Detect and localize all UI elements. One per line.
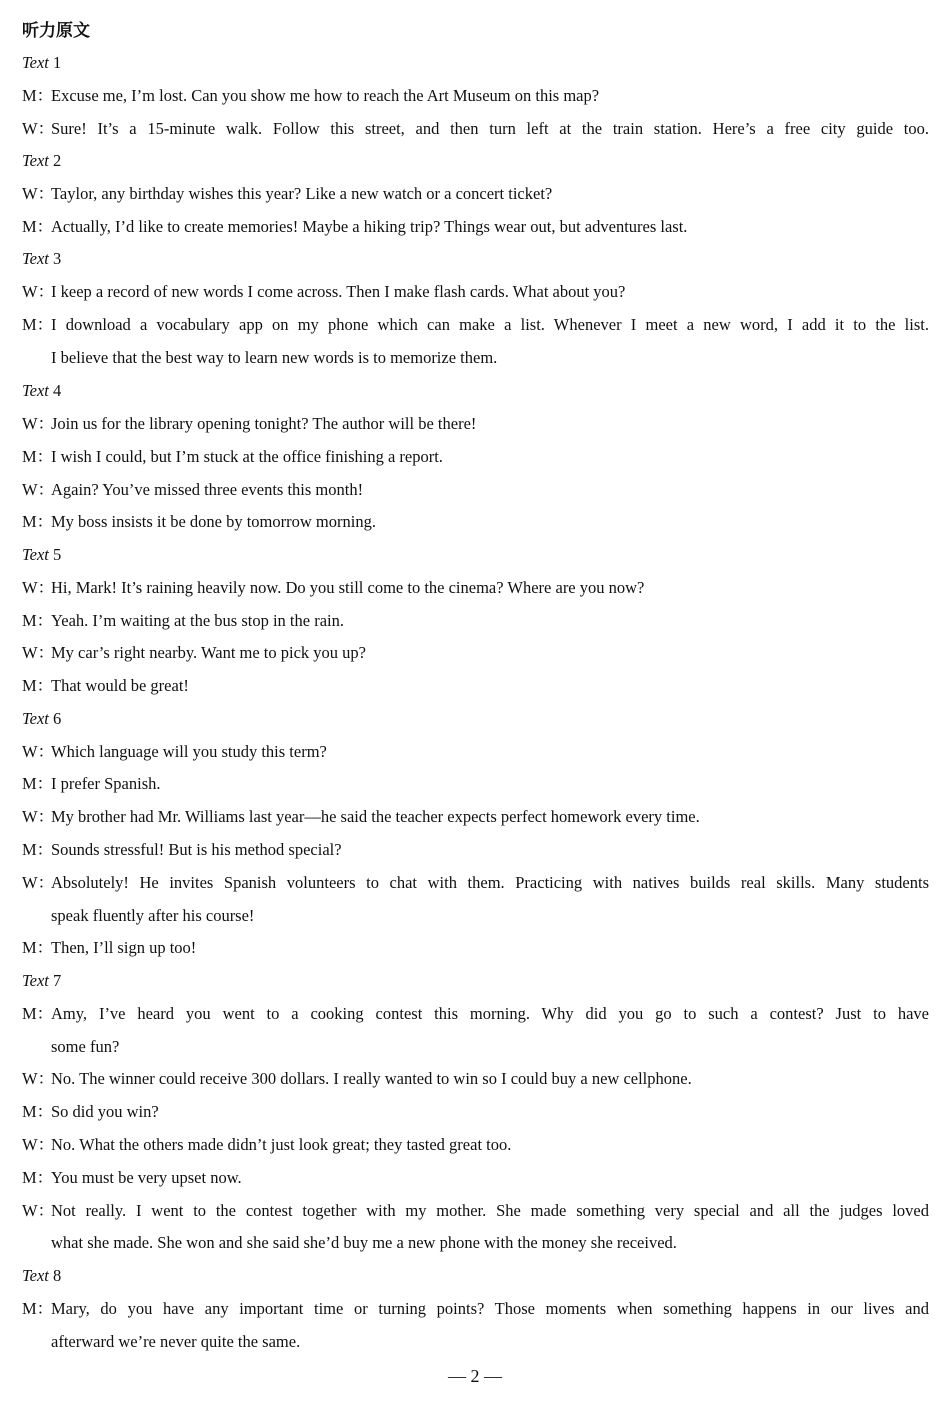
speaker-label: W： <box>22 1201 55 1220</box>
dialogue-text: Actually, I’d like to create memories! Maybe a hiking trip? Things wear out, but adventures last. <box>51 217 688 236</box>
speaker-label: W： <box>22 742 55 761</box>
speaker-label: W： <box>22 119 55 138</box>
dialogue-line <box>22 183 929 205</box>
dialogue-text: I prefer Spanish. <box>51 774 161 793</box>
dialogue-line <box>22 281 929 303</box>
dialogue-text: Absolutely! He invites Spanish volunteers to chat with them. Practicing with natives builds real skills. Many students <box>51 873 929 892</box>
dialogue-line <box>22 314 929 336</box>
speaker-label: M： <box>22 86 54 105</box>
dialogue-line <box>22 610 929 632</box>
dialogue-continuation <box>51 1331 929 1353</box>
section-number: 7 <box>53 971 62 990</box>
dialogue-continuation <box>51 905 929 927</box>
speaker-label: M： <box>22 1004 54 1023</box>
speaker-label: W： <box>22 578 55 597</box>
dialogue-line <box>22 773 929 795</box>
dialogue-line <box>22 511 929 533</box>
dialogue-text: Taylor, any birthday wishes this year? Like a new watch or a concert ticket? <box>51 184 553 203</box>
dialogue-text: Not really. I went to the contest together with my mother. She made something very special and all the judges loved <box>51 1201 929 1220</box>
dialogue-line <box>22 642 929 664</box>
section-number: 8 <box>53 1266 62 1285</box>
dialogue-line <box>22 1003 929 1025</box>
dialogue-text: My brother had Mr. Williams last year—he said the teacher expects perfect homework every time. <box>51 807 700 826</box>
dialogue-text: I wish I could, but I’m stuck at the office finishing a report. <box>51 447 443 466</box>
section-heading <box>22 150 922 172</box>
dialogue-line <box>22 741 929 763</box>
speaker-label: M： <box>22 315 54 334</box>
dialogue-continuation <box>51 1232 929 1254</box>
dialogue-text: So did you win? <box>51 1102 159 1121</box>
dialogue-line <box>22 1167 929 1189</box>
dialogue-line <box>22 1298 929 1320</box>
section-heading <box>22 380 922 402</box>
section-heading <box>22 52 922 74</box>
section-heading <box>22 544 922 566</box>
section-word: Text <box>22 381 49 400</box>
dialogue-line <box>22 577 929 599</box>
section-number: 2 <box>53 151 62 170</box>
dialogue-line <box>22 806 929 828</box>
section-heading <box>22 708 922 730</box>
speaker-label: M： <box>22 938 54 957</box>
dialogue-line <box>22 675 929 697</box>
page-title: 听力原文 <box>22 21 90 41</box>
section-word: Text <box>22 709 49 728</box>
dialogue-line <box>22 937 929 959</box>
speaker-label: M： <box>22 1299 54 1318</box>
speaker-label: M： <box>22 447 54 466</box>
section-heading <box>22 248 922 270</box>
section-word: Text <box>22 1266 49 1285</box>
dialogue-line <box>22 1134 929 1156</box>
dialogue-text: Excuse me, I’m lost. Can you show me how to reach the Art Museum on this map? <box>51 86 600 105</box>
dialogue-continuation <box>51 1036 929 1058</box>
dialogue-text: I believe that the best way to learn new words is to memorize them. <box>51 348 498 367</box>
dialogue-line <box>22 118 929 140</box>
dialogue-text: You must be very upset now. <box>51 1168 242 1187</box>
speaker-label: M： <box>22 774 54 793</box>
dialogue-text: No. What the others made didn’t just look great; they tasted great too. <box>51 1135 512 1154</box>
speaker-label: W： <box>22 414 55 433</box>
dialogue-text: Yeah. I’m waiting at the bus stop in the rain. <box>51 611 344 630</box>
dialogue-text: Hi, Mark! It’s raining heavily now. Do you still come to the cinema? Where are you now? <box>51 578 645 597</box>
dialogue-line <box>22 85 929 107</box>
section-word: Text <box>22 545 49 564</box>
dialogue-text: My car’s right nearby. Want me to pick you up? <box>51 643 366 662</box>
dialogue-text: I keep a record of new words I come across. Then I make flash cards. What about you? <box>51 282 626 301</box>
section-heading <box>22 1265 922 1287</box>
speaker-label: M： <box>22 217 54 236</box>
speaker-label: M： <box>22 840 54 859</box>
dialogue-text: Amy, I’ve heard you went to a cooking contest this morning. Why did you go to such a contest? Just to have <box>51 1004 929 1023</box>
dialogue-line <box>22 413 929 435</box>
dialogue-text: Mary, do you have any important time or turning points? Those moments when something happens in our lives and <box>51 1299 929 1318</box>
speaker-label: W： <box>22 1135 55 1154</box>
dialogue-line <box>22 839 929 861</box>
section-number: 6 <box>53 709 62 728</box>
dialogue-text: Join us for the library opening tonight? The author will be there! <box>51 414 477 433</box>
section-number: 4 <box>53 381 62 400</box>
dialogue-text: some fun? <box>51 1037 120 1056</box>
dialogue-text: what she made. She won and she said she’d buy me a new phone with the money she received. <box>51 1233 677 1252</box>
section-word: Text <box>22 249 49 268</box>
dialogue-text: Which language will you study this term? <box>51 742 327 761</box>
section-word: Text <box>22 53 49 72</box>
speaker-label: W： <box>22 1069 55 1088</box>
dialogue-text: Sure! It’s a 15-minute walk. Follow this street, and then turn left at the train station. Here’s a free city guide too. <box>51 119 929 138</box>
section-number: 3 <box>53 249 62 268</box>
dialogue-line <box>22 216 929 238</box>
speaker-label: W： <box>22 807 55 826</box>
section-word: Text <box>22 151 49 170</box>
dialogue-text: I download a vocabulary app on my phone which can make a list. Whenever I meet a new word, I add it to the list. <box>51 315 929 334</box>
dialogue-text: No. The winner could receive 300 dollars. I really wanted to win so I could buy a new cellphone. <box>51 1069 692 1088</box>
speaker-label: W： <box>22 282 55 301</box>
dialogue-line <box>22 479 929 501</box>
section-number: 5 <box>53 545 62 564</box>
speaker-label: W： <box>22 643 55 662</box>
dialogue-text: Sounds stressful! But is his method special? <box>51 840 342 859</box>
dialogue-line <box>22 1068 929 1090</box>
dialogue-line <box>22 872 929 894</box>
dialogue-line <box>22 446 929 468</box>
dialogue-line <box>22 1101 929 1123</box>
dialogue-text: That would be great! <box>51 676 189 695</box>
speaker-label: W： <box>22 184 55 203</box>
speaker-label: M： <box>22 512 54 531</box>
dialogue-text: My boss insists it be done by tomorrow morning. <box>51 512 376 531</box>
section-number: 1 <box>53 53 62 72</box>
speaker-label: W： <box>22 480 55 499</box>
dialogue-text: Again? You’ve missed three events this month! <box>51 480 364 499</box>
speaker-label: M： <box>22 1168 54 1187</box>
dialogue-text: afterward we’re never quite the same. <box>51 1332 301 1351</box>
dialogue-text: Then, I’ll sign up too! <box>51 938 197 957</box>
page-number: — 2 — <box>448 1366 502 1386</box>
speaker-label: M： <box>22 676 54 695</box>
speaker-label: W： <box>22 873 55 892</box>
speaker-label: M： <box>22 1102 54 1121</box>
section-word: Text <box>22 971 49 990</box>
dialogue-line <box>22 1200 929 1222</box>
speaker-label: M： <box>22 611 54 630</box>
dialogue-continuation <box>51 347 929 369</box>
dialogue-text: speak fluently after his course! <box>51 906 255 925</box>
section-heading <box>22 970 922 992</box>
